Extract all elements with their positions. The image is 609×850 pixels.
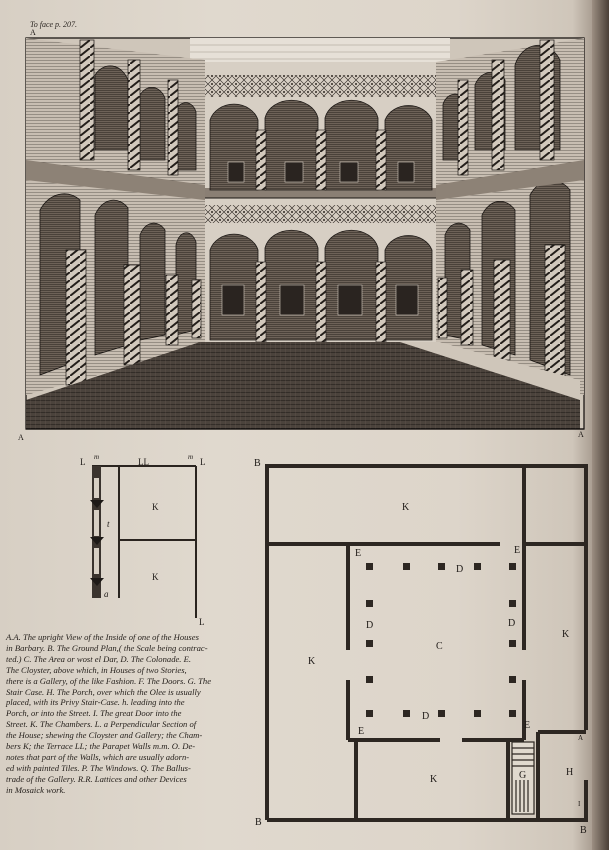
caption-line: placed, with its Privy Stair-Case. h. leading into the	[6, 697, 185, 708]
plan-label-E: E	[355, 548, 362, 559]
plan-label-B: B	[580, 825, 587, 836]
section-label-m: m	[188, 453, 194, 461]
section-label-K: K	[152, 572, 159, 582]
section-label-LL: LL	[138, 457, 149, 467]
section-label-L: L	[200, 457, 206, 467]
plan-label-E: E	[524, 720, 531, 731]
plan-label-D: D	[456, 564, 464, 575]
caption-line: ted.) C. The Area or wost el Dar, D. The Colonade. E.	[6, 653, 191, 664]
caption-line: notes that part of the Walls, which are usually adorn-	[6, 751, 190, 762]
section-label-a: a	[104, 589, 109, 599]
caption-line: The Cloyster, above which, in Houses of two Stories,	[6, 664, 187, 675]
engraving-corner-label: A	[30, 28, 36, 37]
plan-label-K: K	[430, 774, 438, 785]
caption-line: Stair Case. H. The Porch, over which the Olee is usually	[6, 686, 201, 697]
caption-line: ed with painted Tiles. P. The Windows. Q. The Ballus-	[6, 762, 191, 773]
plan-label-I: I	[578, 800, 581, 808]
engraving-corner-label: A	[18, 433, 24, 440]
plan-label-K: K	[402, 502, 410, 513]
caption-line: Street. K. The Chambers. L. a Perpendicular Section of	[6, 719, 197, 730]
plan-label-D: D	[366, 620, 374, 631]
plan-label-C: C	[436, 641, 443, 652]
plan-label-E: E	[358, 726, 365, 737]
caption-line: in Mosaick work.	[6, 784, 66, 795]
caption-line: there is a Gallery, of the like Fashion. F. The Doors. G. The	[6, 675, 212, 686]
section-label-L: L	[80, 457, 86, 467]
plan-label-K: K	[562, 629, 570, 640]
caption-line: the House; shewing the Cloyster and Gallery; the Cham-	[6, 730, 203, 741]
caption-line: A.A. The upright View of the Inside of one of the Houses	[6, 632, 199, 642]
caption-line: bers K; the Terrace LL; the Parapet Walls m.m. O. De-	[6, 741, 196, 752]
plan-label-D: D	[422, 711, 430, 722]
section-label-t: t	[107, 519, 110, 529]
plan-label-K: K	[308, 656, 316, 667]
section-label-L: L	[199, 617, 205, 627]
plan-label-A: A	[578, 734, 584, 742]
plate-caption	[6, 632, 256, 796]
plan-label-D: D	[508, 618, 516, 629]
section-label-m: m	[94, 453, 100, 461]
caption-line: trade of the Gallery. R.R. Lattices and other Devices	[6, 773, 187, 784]
engraving-corner-label: A	[578, 430, 584, 439]
plan-label-H: H	[566, 767, 574, 778]
plan-label-E: E	[514, 545, 521, 556]
caption-line: Porch, or into the Street. I. The great Door into the	[6, 708, 182, 719]
caption-line: in Barbary. B. The Ground Plan,( the Scale being contrac-	[6, 642, 208, 653]
plan-label-B: B	[255, 817, 262, 828]
plan-label-B: B	[254, 458, 261, 469]
plate-note: To face p. 207.	[30, 20, 78, 29]
plan-label-G: G	[519, 770, 527, 781]
section-label-K: K	[152, 502, 159, 512]
